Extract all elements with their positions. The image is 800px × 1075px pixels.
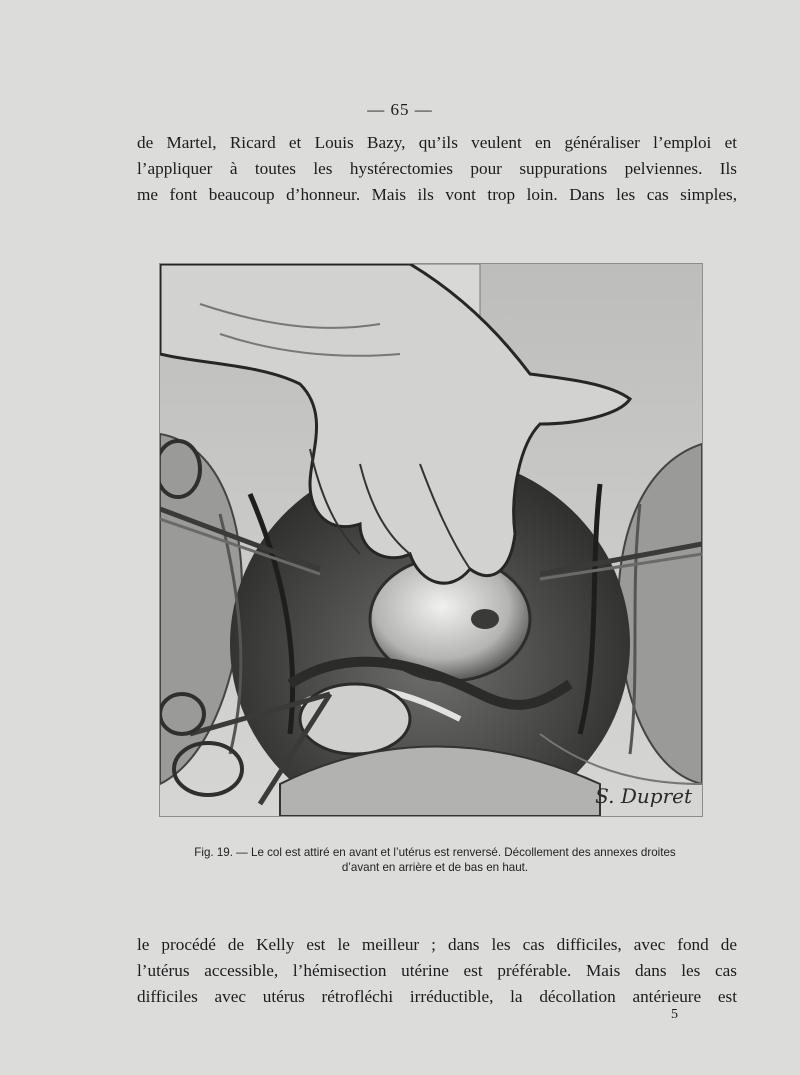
artist-signature: S. Dupret xyxy=(595,784,692,808)
text-line: me font beaucoup d’honneur. Mais ils vont trop loin. Dans les cas simples, xyxy=(137,185,737,204)
text-line: l’appliquer à toutes les hystérectomies pour suppurations pelviennes. Ils xyxy=(137,159,737,178)
paragraph-top xyxy=(137,130,737,208)
text-line: l’utérus accessible, l’hémisection utérine est préférable. Mais dans les cas xyxy=(137,961,737,980)
caption-line: Fig. 19. — Le col est attiré en avant et l’utérus est renversé. Décollement des annexes droites xyxy=(194,846,676,859)
text-line: le procédé de Kelly est le meilleur ; dans les cas difficiles, avec fond de xyxy=(137,935,737,954)
figure-caption xyxy=(130,845,740,875)
text-line: de Martel, Ricard et Louis Bazy, qu’ils veulent en généraliser l’emploi et xyxy=(137,133,737,152)
paragraph-bottom xyxy=(137,932,737,1010)
surgical-illustration xyxy=(159,263,703,817)
caption-line: d’avant en arrière et de bas en haut. xyxy=(341,861,529,874)
signature-mark: 5 xyxy=(671,1007,678,1022)
page-number: — 65 — xyxy=(367,100,433,119)
text-line: difficiles avec utérus rétrofléchi irréductible, la décollation antérieure est xyxy=(137,987,737,1006)
